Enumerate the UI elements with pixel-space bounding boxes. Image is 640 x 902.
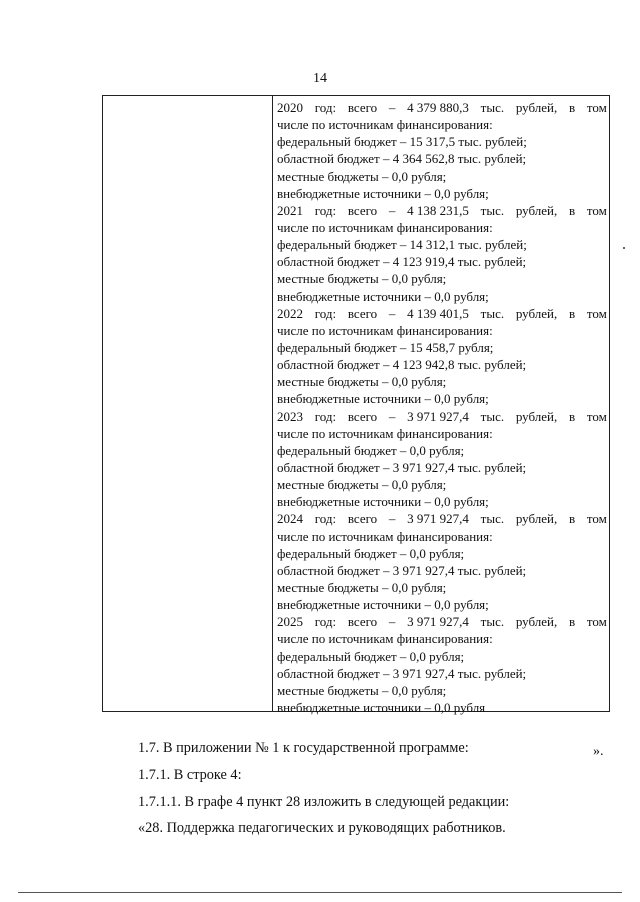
funding-line: числе по источникам финансирования:: [277, 322, 493, 338]
header-word: в: [569, 408, 576, 424]
header-word: –: [388, 305, 396, 321]
header-word: тыс.: [480, 408, 505, 424]
header-word: в: [569, 511, 576, 527]
header-word: год:: [314, 100, 337, 115]
header-word: 4 138 231,5: [407, 202, 469, 218]
header-word: тыс.: [480, 511, 505, 527]
header-word: год:: [314, 408, 337, 424]
header-word: год:: [314, 614, 337, 630]
header-word: том: [586, 202, 607, 218]
funding-line: федеральный бюджет – 15 317,5 тыс. рублей;: [277, 134, 527, 150]
funding-line: числе по источникам финансирования:: [277, 631, 493, 647]
header-word: рублей,: [515, 614, 558, 630]
header-word: 4 139 401,5: [407, 305, 469, 321]
funding-year-header: [277, 408, 607, 425]
funding-line: областной бюджет – 4 364 562,8 тыс. рублей;: [277, 151, 527, 167]
header-word: в: [569, 202, 576, 218]
header-word: 2022: [277, 305, 303, 321]
funding-line: внебюджетные источники – 0,0 рубля: [277, 699, 486, 715]
funding-line: федеральный бюджет – 0,0 рубля;: [277, 545, 465, 561]
funding-line: числе по источникам финансирования:: [277, 219, 493, 235]
header-word: –: [388, 202, 396, 218]
header-word: рублей,: [515, 511, 558, 527]
header-word: том: [586, 100, 607, 115]
funding-line: внебюджетные источники – 0,0 рубля;: [277, 288, 489, 304]
funding-year-header: [277, 99, 607, 116]
table-left-cell: [103, 96, 273, 711]
funding-line: областной бюджет – 3 971 927,4 тыс. рублей;: [277, 562, 527, 578]
header-word: рублей,: [515, 408, 558, 424]
closing-quote-mark: ».: [593, 744, 604, 759]
funding-line: местные бюджеты – 0,0 рубля;: [277, 374, 447, 390]
funding-line: местные бюджеты – 0,0 рубля;: [277, 682, 447, 698]
header-word: тыс.: [480, 100, 505, 115]
funding-line: числе по источникам финансирования:: [277, 117, 493, 133]
header-word: –: [388, 100, 396, 115]
header-word: 3 971 927,4: [407, 408, 469, 424]
funding-line: внебюджетные источники – 0,0 рубля;: [277, 597, 489, 613]
header-word: в: [569, 100, 576, 115]
header-word: том: [586, 614, 607, 630]
header-word: 2020: [277, 100, 303, 115]
scan-speck: [623, 247, 625, 249]
funding-line: областной бюджет – 3 971 927,4 тыс. рублей;: [277, 459, 527, 475]
header-word: –: [388, 511, 396, 527]
header-word: –: [388, 408, 396, 424]
header-word: тыс.: [480, 202, 505, 218]
paragraph-1-7-1: 1.7.1. В строке 4:: [138, 767, 242, 783]
funding-line: федеральный бюджет – 0,0 рубля;: [277, 648, 465, 664]
header-word: год:: [314, 511, 337, 527]
funding-line: местные бюджеты – 0,0 рубля;: [277, 477, 447, 493]
header-word: 3 971 927,4: [407, 614, 469, 630]
header-word: 4 379 880,3: [407, 100, 469, 115]
paragraph-1-7: 1.7. В приложении № 1 к государственной программе:: [138, 740, 469, 756]
header-word: 2023: [277, 408, 303, 424]
funding-line: местные бюджеты – 0,0 рубля;: [277, 168, 447, 184]
header-word: всего: [347, 305, 378, 321]
page-bottom-rule: [18, 892, 622, 893]
header-word: рублей,: [515, 305, 558, 321]
funding-line: внебюджетные источники – 0,0 рубля;: [277, 494, 489, 510]
header-word: 2025: [277, 614, 303, 630]
header-word: 2024: [277, 511, 303, 527]
funding-line: числе по источникам финансирования:: [277, 528, 493, 544]
header-word: рублей,: [515, 202, 558, 218]
header-word: в: [569, 305, 576, 321]
header-word: тыс.: [480, 614, 505, 630]
header-word: всего: [347, 100, 378, 115]
funding-year-header: [277, 613, 607, 630]
funding-table: [102, 95, 610, 715]
funding-line: числе по источникам финансирования:: [277, 425, 493, 441]
header-word: год:: [314, 305, 337, 321]
header-word: –: [388, 614, 396, 630]
funding-year-header: [277, 202, 607, 219]
funding-year-header: [277, 510, 607, 527]
header-word: всего: [347, 202, 378, 218]
header-word: всего: [347, 614, 378, 630]
funding-year-header: [277, 305, 607, 322]
header-word: 2021: [277, 202, 303, 218]
funding-line: федеральный бюджет – 15 458,7 рубля;: [277, 339, 494, 355]
header-word: всего: [347, 408, 378, 424]
paragraph-item-28: «28. Поддержка педагогических и руководящих работников.: [138, 820, 506, 836]
funding-line: областной бюджет – 4 123 919,4 тыс. рублей;: [277, 254, 527, 270]
funding-line: внебюджетные источники – 0,0 рубля;: [277, 185, 489, 201]
funding-line: местные бюджеты – 0,0 рубля;: [277, 579, 447, 595]
funding-line: областной бюджет – 3 971 927,4 тыс. рублей;: [277, 665, 527, 681]
header-word: в: [569, 614, 576, 630]
header-word: том: [586, 305, 607, 321]
funding-line: местные бюджеты – 0,0 рубля;: [277, 271, 447, 287]
header-word: рублей,: [515, 100, 558, 115]
funding-line: внебюджетные источники – 0,0 рубля;: [277, 391, 489, 407]
funding-line: федеральный бюджет – 14 312,1 тыс. рублей;: [277, 237, 527, 253]
header-word: 3 971 927,4: [407, 511, 469, 527]
header-word: тыс.: [480, 305, 505, 321]
table-right-cell: [277, 99, 607, 716]
page-number: 14: [313, 71, 327, 86]
header-word: том: [586, 511, 607, 527]
paragraph-1-7-1-1: 1.7.1.1. В графе 4 пункт 28 изложить в следующей редакции:: [138, 794, 510, 810]
header-word: том: [586, 408, 607, 424]
funding-line: федеральный бюджет – 0,0 рубля;: [277, 442, 465, 458]
header-word: год:: [314, 202, 337, 218]
header-word: всего: [347, 511, 378, 527]
funding-line: областной бюджет – 4 123 942,8 тыс. рублей;: [277, 357, 527, 373]
